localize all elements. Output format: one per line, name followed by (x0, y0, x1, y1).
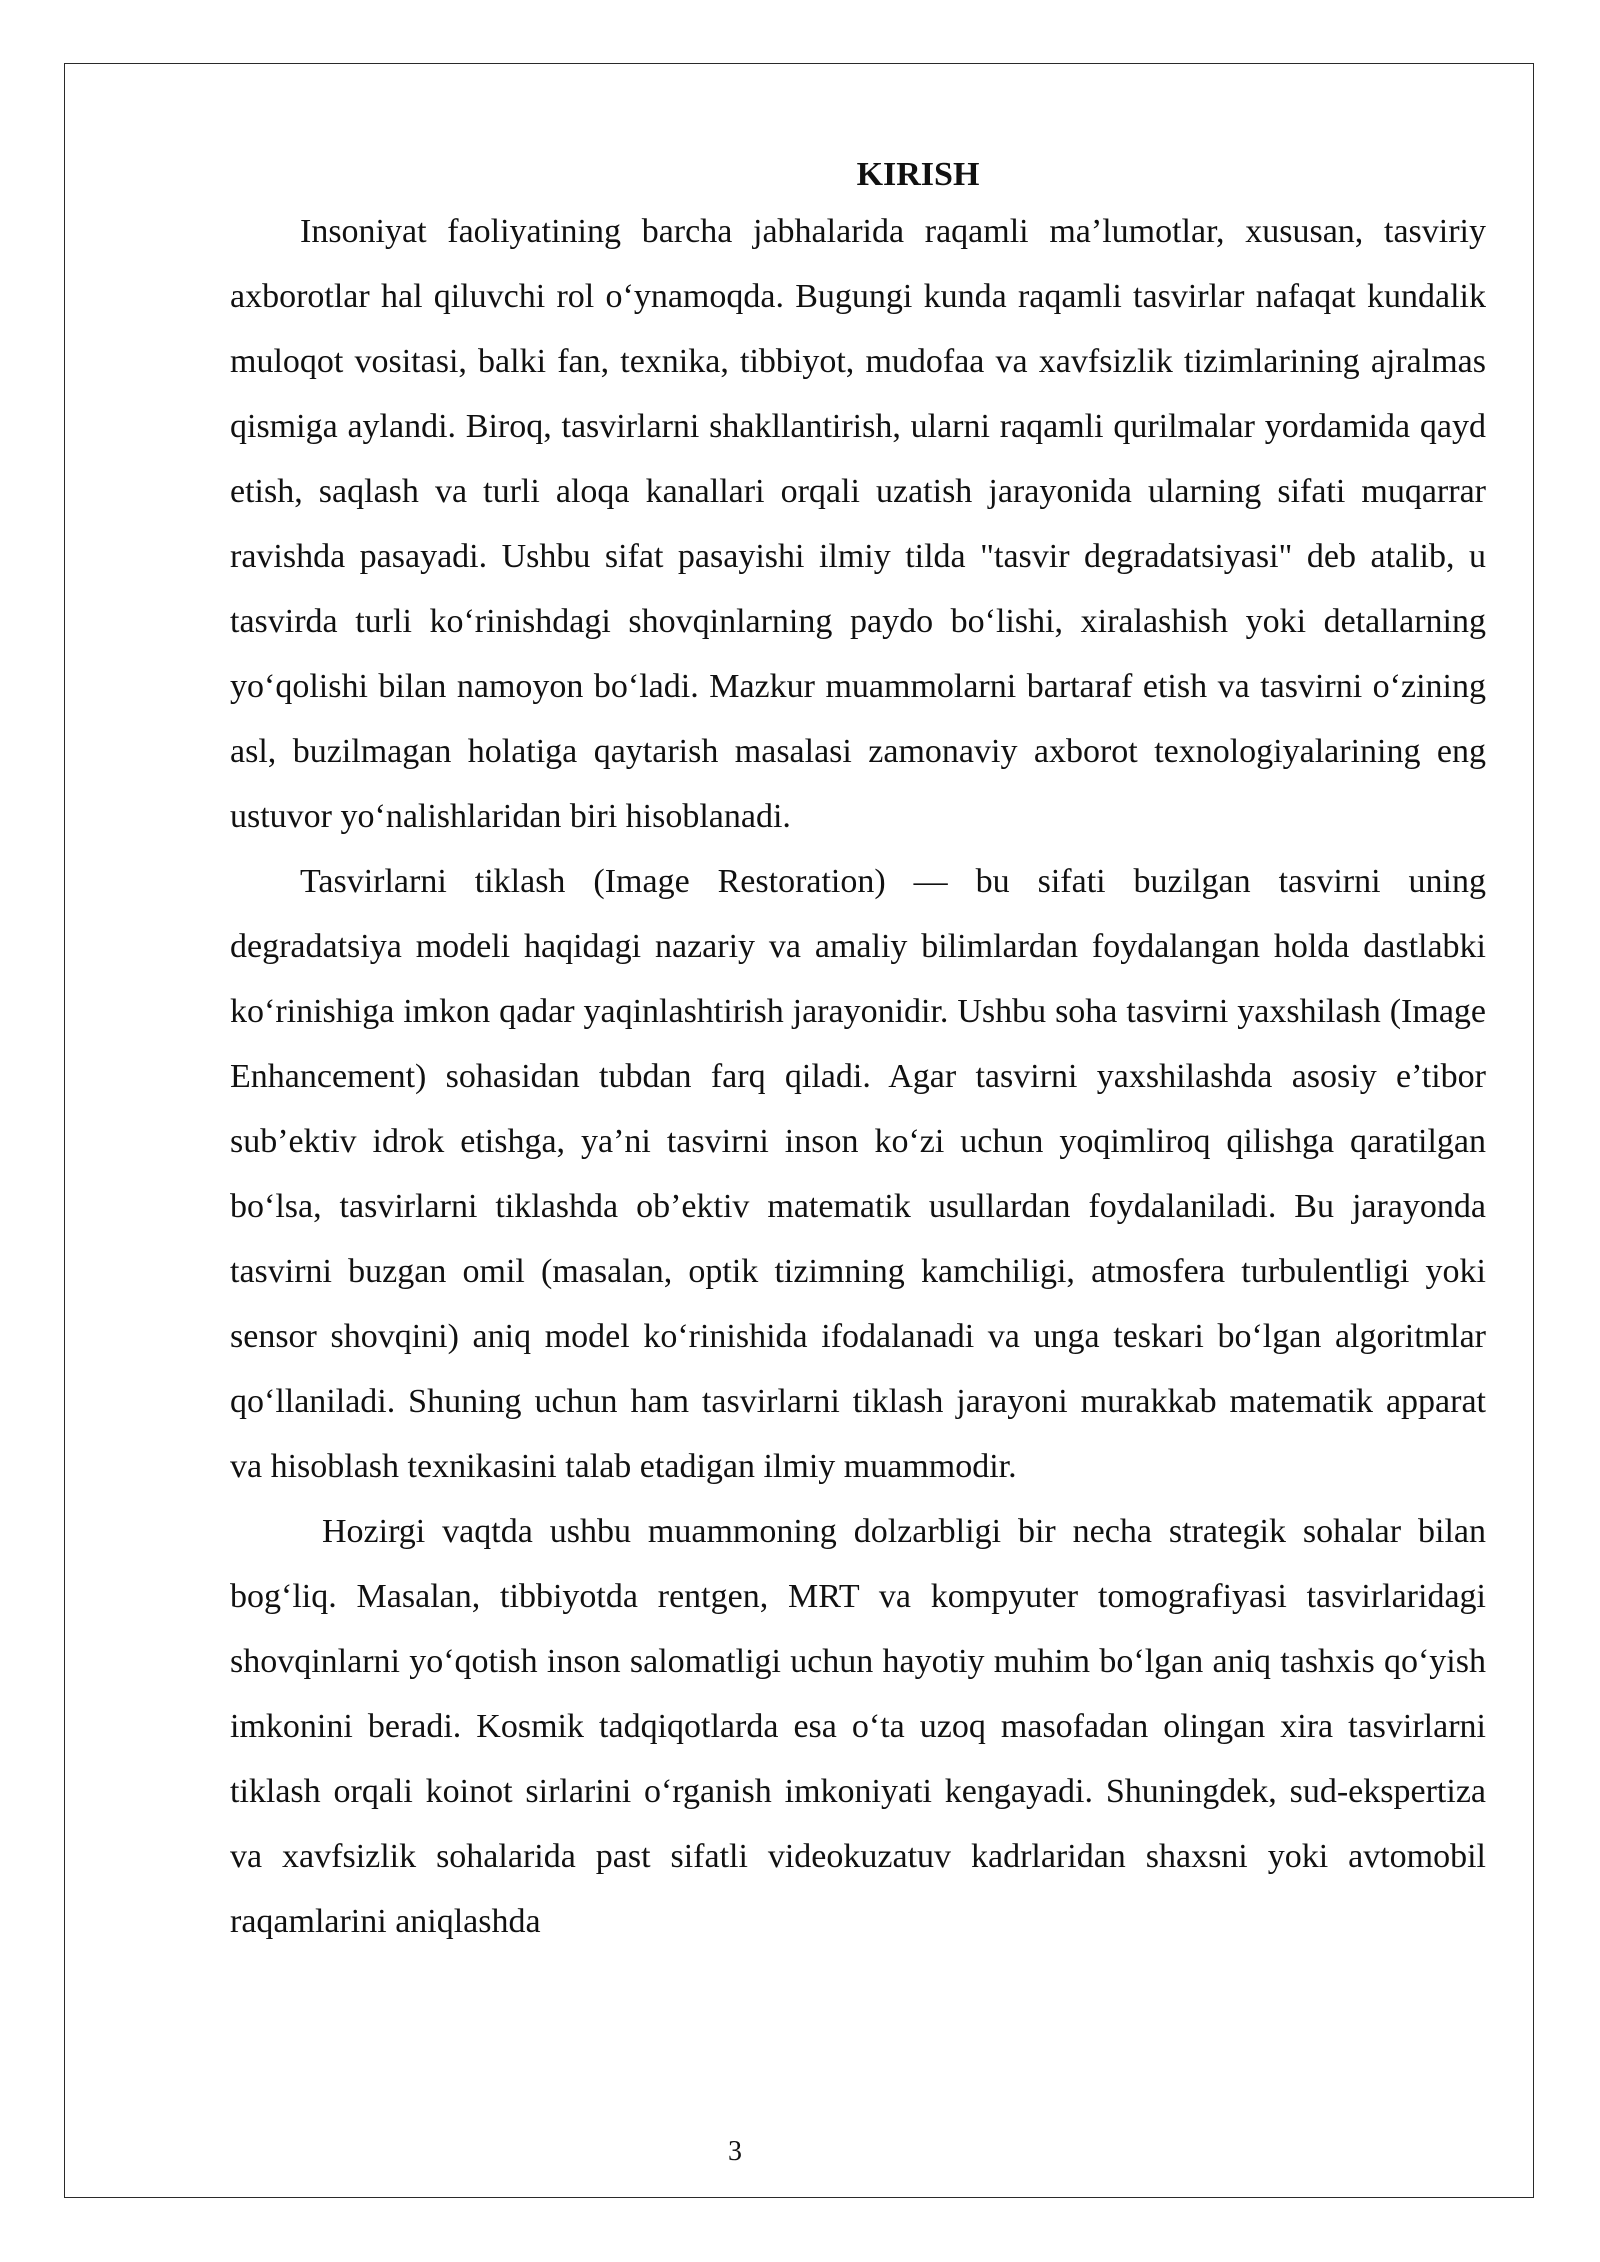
section-heading: KIRISH (856, 156, 980, 193)
paragraph-3: Hozirgi vaqtda ushbu muammoning dolzarbligi bir necha strategik sohalar bilan bog‘liq. Masalan, tibbiyotda rentgen, MRT va kompyuter tomografiyasi tasvirlaridagi shovqinlarni yo‘qotish inson salomatligi uchun hayotiy muhim bo‘lgan aniq tashxis qo‘yish imkonini beradi. Kosmik tadqiqotlarda esa o‘ta uzoq masofadan olingan xira tasvirlarni tiklash orqali koinot sirlarini o‘rganish imkoniyati kengayadi. Shuningdek, sud-ekspertiza va xavfsizlik sohalarida past sifatli videokuzatuv kadrlaridan shaxsni yoki avtomobil raqamlarini aniqlashda (230, 1513, 1486, 1940)
paragraph-1: Insoniyat faoliyatining barcha jabhalarida raqamli ma’lumotlar, xususan, tasviriy axborotlar hal qiluvchi rol o‘ynamoqda. Bugungi kunda raqamli tasvirlar nafaqat kundalik muloqot vositasi, balki fan, texnika, tibbiyot, mudofaa va xavfsizlik tizimlarining ajralmas qismiga aylandi. Biroq, tasvirlarni shakllantirish, ularni raqamli qurilmalar yordamida qayd etish, saqlash va turli aloqa kanallari orqali uzatish jarayonida ularning sifati muqarrar ravishda pasayadi. Ushbu sifat pasayishi ilmiy tilda "tasvir degradatsiyasi" deb atalib, u tasvirda turli ko‘rinishdagi shovqinlarning paydo bo‘lishi, xiralashish yoki detallarning yo‘qolishi bilan namoyon bo‘ladi. Mazkur muammolarni bartaraf etish va tasvirni o‘zining asl, buzilmagan holatiga qaytarish masalasi zamonaviy axborot texnologiyalarining eng ustuvor yo‘nalishlaridan biri hisoblanadi. (230, 213, 1486, 835)
document-body (230, 153, 1486, 1954)
page-number: 3 (728, 2136, 742, 2167)
page-border (64, 63, 1534, 2198)
paragraph-2: Tasvirlarni tiklash (Image Restoration) — bu sifati buzilgan tasvirni uning degradatsiya modeli haqidagi nazariy va amaliy bilimlardan foydalangan holda dastlabki ko‘rinishiga imkon qadar yaqinlashtirish jarayonidir. Ushbu soha tasvirni yaxshilash (Image Enhancement) sohasidan tubdan farq qiladi. Agar tasvirni yaxshilashda asosiy e’tibor sub’ektiv idrok etishga, ya’ni tasvirni inson ko‘zi uchun yoqimliroq qilishga qaratilgan bo‘lsa, tasvirlarni tiklashda ob’ektiv matematik usullardan foydalaniladi. Bu jarayonda tasvirni buzgan omil (masalan, optik tizimning kamchiligi, atmosfera turbulentligi yoki sensor shovqini) aniq model ko‘rinishida ifodalanadi va unga teskari bo‘lgan algoritmlar qo‘llaniladi. Shuning uchun ham tasvirlarni tiklash jarayoni murakkab matematik apparat va hisoblash texnikasini talab etadigan ilmiy muammodir. (230, 863, 1486, 1485)
